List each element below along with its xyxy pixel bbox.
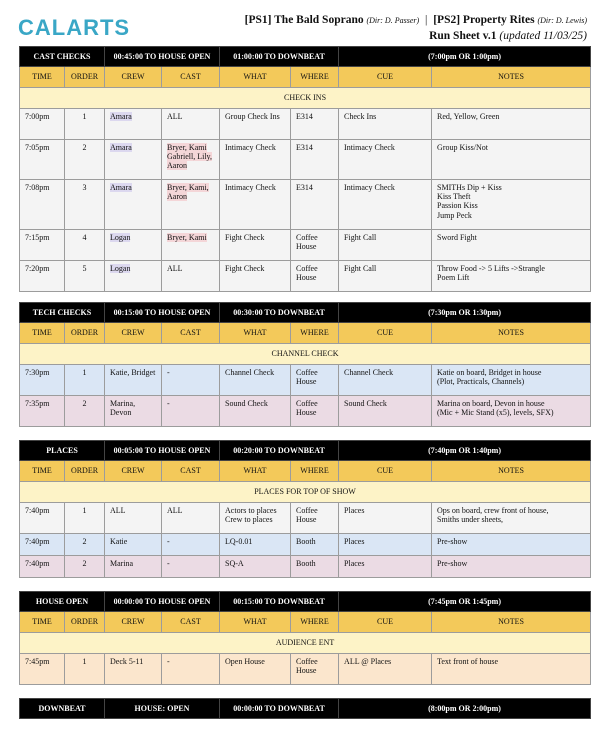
- cell-crew: Marina: [105, 556, 162, 578]
- show-title: [245, 14, 587, 26]
- col-crew: CREW: [105, 461, 162, 482]
- cell-where: Coffee House: [291, 503, 339, 534]
- cell-where: Coffee House: [291, 230, 339, 261]
- section-time: (7:00pm OR 1:00pm): [339, 47, 591, 67]
- section-time: (8:00pm OR 2:00pm): [339, 699, 591, 719]
- crew-highlight: Amara: [110, 143, 132, 152]
- crew-highlight: Amara: [110, 112, 132, 121]
- cell-time: 7:40pm: [20, 556, 65, 578]
- calarts-logo: CALARTS: [18, 15, 131, 40]
- cell-crew: [105, 180, 162, 230]
- crew-highlight: Logan: [110, 233, 131, 242]
- cell-crew: [105, 261, 162, 292]
- cell-time: 7:00pm: [20, 109, 65, 140]
- house-countdown: 00:00:00 TO HOUSE OPEN: [105, 592, 220, 612]
- cell-order: 1: [65, 109, 105, 140]
- table-row: [20, 396, 591, 427]
- cell-order: 5: [65, 261, 105, 292]
- cell-cast: [162, 180, 220, 230]
- cell-cast: ALL: [162, 503, 220, 534]
- section-time: (7:45pm OR 1:45pm): [339, 592, 591, 612]
- col-where: WHERE: [291, 67, 339, 88]
- subheader-row: [20, 88, 591, 109]
- section-time: (7:30pm OR 1:30pm): [339, 303, 591, 323]
- section-bar: [20, 47, 591, 67]
- section-bar: [20, 303, 591, 323]
- col-where: WHERE: [291, 323, 339, 344]
- cell-cue: Sound Check: [339, 396, 432, 427]
- col-what: WHAT: [220, 461, 291, 482]
- updated-date: (updated 11/03/25): [499, 30, 587, 42]
- cell-time: 7:30pm: [20, 365, 65, 396]
- cell-order: 2: [65, 396, 105, 427]
- subheader: AUDIENCE ENT: [20, 633, 591, 654]
- cell-notes: Group Kiss/Not: [432, 140, 591, 180]
- cast-highlight: Bryer, Kami: [167, 233, 207, 242]
- section-title: PLACES: [20, 441, 105, 461]
- table-row: [20, 654, 591, 685]
- cell-notes: Text front of house: [432, 654, 591, 685]
- subheader-row: [20, 344, 591, 365]
- col-what: WHAT: [220, 67, 291, 88]
- run-sheet-label: Run Sheet v.1: [429, 30, 497, 42]
- places-table: [19, 440, 591, 578]
- table-row: [20, 109, 591, 140]
- cell-cast: [162, 230, 220, 261]
- col-cast: CAST: [162, 612, 220, 633]
- cell-where: Coffee House: [291, 365, 339, 396]
- col-notes: NOTES: [432, 323, 591, 344]
- table-row: [20, 230, 591, 261]
- tech-checks-table: [19, 302, 591, 427]
- table-row: [20, 261, 591, 292]
- table-row: [20, 180, 591, 230]
- cell-order: 2: [65, 534, 105, 556]
- section-time: (7:40pm OR 1:40pm): [339, 441, 591, 461]
- col-cast: CAST: [162, 323, 220, 344]
- cell-cue: Channel Check: [339, 365, 432, 396]
- col-cue: CUE: [339, 67, 432, 88]
- cell-crew: ALL: [105, 503, 162, 534]
- column-header-row: [20, 67, 591, 88]
- col-order: ORDER: [65, 67, 105, 88]
- subheader-row: [20, 633, 591, 654]
- section-bar: [20, 441, 591, 461]
- cell-order: 2: [65, 140, 105, 180]
- col-time: TIME: [20, 461, 65, 482]
- cell-where: Booth: [291, 556, 339, 578]
- downbeat-countdown: 00:30:00 TO DOWNBEAT: [220, 303, 339, 323]
- subheader: CHANNEL CHECK: [20, 344, 591, 365]
- downbeat-countdown: 00:15:00 TO DOWNBEAT: [220, 592, 339, 612]
- cell-notes: Katie on board, Bridget in house (Plot, Practicals, Channels): [432, 365, 591, 396]
- cell-cast: -: [162, 365, 220, 396]
- cell-time: 7:05pm: [20, 140, 65, 180]
- cell-cue: Places: [339, 503, 432, 534]
- cell-where: E314: [291, 109, 339, 140]
- ps2-title: [PS2] Property Rites: [433, 14, 535, 26]
- table-row: [20, 140, 591, 180]
- section-bar: [20, 592, 591, 612]
- cell-cue: Intimacy Check: [339, 140, 432, 180]
- cell-notes: Pre-show: [432, 556, 591, 578]
- cast-highlight: Bryer, Kami Gabriell, Lily, Aaron: [167, 143, 213, 171]
- subheader: PLACES FOR TOP OF SHOW: [20, 482, 591, 503]
- run-sheet-version: [429, 30, 587, 42]
- downbeat-table: [19, 698, 591, 719]
- downbeat-countdown: 00:00:00 TO DOWNBEAT: [220, 699, 339, 719]
- cell-what: LQ-0.01: [220, 534, 291, 556]
- col-crew: CREW: [105, 67, 162, 88]
- crew-highlight: Amara: [110, 183, 132, 192]
- cell-cast: ALL: [162, 261, 220, 292]
- downbeat-countdown: 00:20:00 TO DOWNBEAT: [220, 441, 339, 461]
- col-notes: NOTES: [432, 67, 591, 88]
- cell-time: 7:40pm: [20, 503, 65, 534]
- cell-notes: Throw Food -> 5 Lifts ->Strangle Poem Lift: [432, 261, 591, 292]
- cell-what: Fight Check: [220, 230, 291, 261]
- table-row: [20, 556, 591, 578]
- cell-order: 1: [65, 654, 105, 685]
- column-header-row: [20, 323, 591, 344]
- cell-crew: Katie: [105, 534, 162, 556]
- cast-checks-table: [19, 46, 591, 292]
- cell-crew: Marina, Devon: [105, 396, 162, 427]
- cell-crew: [105, 109, 162, 140]
- cell-notes: SMITHs Dip + Kiss Kiss Theft Passion Kiss Jump Peck: [432, 180, 591, 230]
- cell-order: 2: [65, 556, 105, 578]
- ps2-director: (Dir: D. Lewis): [537, 16, 587, 25]
- subheader-row: [20, 482, 591, 503]
- section-bar: [20, 699, 591, 719]
- cell-where: Coffee House: [291, 654, 339, 685]
- cell-what: Intimacy Check: [220, 140, 291, 180]
- table-row: [20, 534, 591, 556]
- cell-notes: Ops on board, crew front of house, Smiths under sheets,: [432, 503, 591, 534]
- cell-where: E314: [291, 180, 339, 230]
- cell-notes: Marina on board, Devon in house (Mic + Mic Stand (x5), levels, SFX): [432, 396, 591, 427]
- cell-cue: Places: [339, 534, 432, 556]
- cell-crew: [105, 140, 162, 180]
- cell-time: 7:20pm: [20, 261, 65, 292]
- cell-crew: Katie, Bridget: [105, 365, 162, 396]
- col-time: TIME: [20, 612, 65, 633]
- cell-cue: Fight Call: [339, 261, 432, 292]
- cast-highlight: Bryer, Kami, Aaron: [167, 183, 209, 202]
- cell-what: Fight Check: [220, 261, 291, 292]
- house-countdown: 00:05:00 TO HOUSE OPEN: [105, 441, 220, 461]
- col-notes: NOTES: [432, 612, 591, 633]
- cell-where: E314: [291, 140, 339, 180]
- cell-order: 1: [65, 365, 105, 396]
- cell-time: 7:15pm: [20, 230, 65, 261]
- cell-order: 3: [65, 180, 105, 230]
- cell-notes: Red, Yellow, Green: [432, 109, 591, 140]
- cell-order: 1: [65, 503, 105, 534]
- cell-time: 7:08pm: [20, 180, 65, 230]
- cell-where: Coffee House: [291, 261, 339, 292]
- cell-what: Open House: [220, 654, 291, 685]
- cell-what: Intimacy Check: [220, 180, 291, 230]
- section-title: HOUSE OPEN: [20, 592, 105, 612]
- col-order: ORDER: [65, 323, 105, 344]
- col-cast: CAST: [162, 67, 220, 88]
- col-cue: CUE: [339, 612, 432, 633]
- cell-cast: -: [162, 534, 220, 556]
- cell-what: SQ-A: [220, 556, 291, 578]
- col-what: WHAT: [220, 612, 291, 633]
- cell-what: Actors to places Crew to places: [220, 503, 291, 534]
- table-row: [20, 365, 591, 396]
- col-crew: CREW: [105, 612, 162, 633]
- house-open-table: [19, 591, 591, 685]
- section-title: DOWNBEAT: [20, 699, 105, 719]
- cell-order: 4: [65, 230, 105, 261]
- section-title: CAST CHECKS: [20, 47, 105, 67]
- column-header-row: [20, 461, 591, 482]
- house-countdown: 00:15:00 TO HOUSE OPEN: [105, 303, 220, 323]
- cell-notes: Pre-show: [432, 534, 591, 556]
- col-crew: CREW: [105, 323, 162, 344]
- col-what: WHAT: [220, 323, 291, 344]
- cell-cast: -: [162, 396, 220, 427]
- cell-cue: Places: [339, 556, 432, 578]
- col-cue: CUE: [339, 461, 432, 482]
- col-where: WHERE: [291, 461, 339, 482]
- col-order: ORDER: [65, 612, 105, 633]
- cell-time: 7:45pm: [20, 654, 65, 685]
- col-notes: NOTES: [432, 461, 591, 482]
- cell-cast: -: [162, 556, 220, 578]
- col-cue: CUE: [339, 323, 432, 344]
- cell-crew: Deck 5-11: [105, 654, 162, 685]
- crew-highlight: Logan: [110, 264, 131, 273]
- col-time: TIME: [20, 323, 65, 344]
- table-row: [20, 503, 591, 534]
- subheader: CHECK INS: [20, 88, 591, 109]
- cell-cast: ALL: [162, 109, 220, 140]
- title-divider: |: [425, 14, 428, 26]
- column-header-row: [20, 612, 591, 633]
- house-countdown: 00:45:00 TO HOUSE OPEN: [105, 47, 220, 67]
- ps1-title: [PS1] The Bald Soprano: [244, 14, 364, 26]
- cell-cue: ALL @ Places: [339, 654, 432, 685]
- downbeat-countdown: 01:00:00 TO DOWNBEAT: [220, 47, 339, 67]
- col-where: WHERE: [291, 612, 339, 633]
- col-cast: CAST: [162, 461, 220, 482]
- cell-notes: Sword Fight: [432, 230, 591, 261]
- cell-what: Sound Check: [220, 396, 291, 427]
- cell-cue: Intimacy Check: [339, 180, 432, 230]
- cell-time: 7:40pm: [20, 534, 65, 556]
- house-status: HOUSE: OPEN: [105, 699, 220, 719]
- cell-where: Booth: [291, 534, 339, 556]
- cell-cue: Fight Call: [339, 230, 432, 261]
- cell-time: 7:35pm: [20, 396, 65, 427]
- page-header: [0, 0, 609, 46]
- cell-what: Group Check Ins: [220, 109, 291, 140]
- cell-cast: [162, 140, 220, 180]
- section-title: TECH CHECKS: [20, 303, 105, 323]
- cell-crew: [105, 230, 162, 261]
- cell-cue: Check Ins: [339, 109, 432, 140]
- cell-what: Channel Check: [220, 365, 291, 396]
- col-order: ORDER: [65, 461, 105, 482]
- ps1-director: (Dir: D. Passer): [366, 16, 420, 25]
- cell-cast: -: [162, 654, 220, 685]
- cell-where: Coffee House: [291, 396, 339, 427]
- col-time: TIME: [20, 67, 65, 88]
